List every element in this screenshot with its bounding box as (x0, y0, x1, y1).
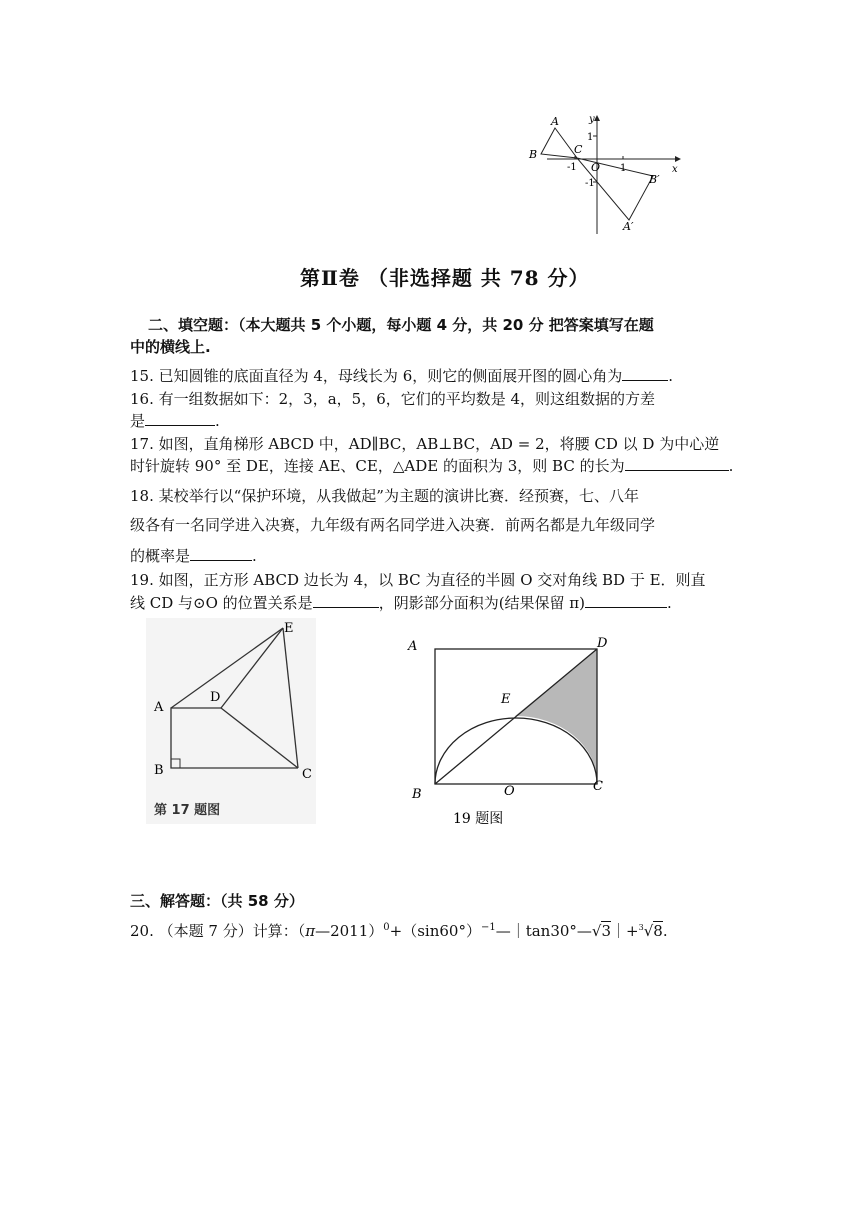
segment-ae (171, 628, 283, 708)
q20-exp-0: 0 (383, 922, 390, 933)
question-17-line1: 17. 如图，直角梯形 ABCD 中，AD∥BC，AB⊥BC，AD = 2，将腰 CD 以 D 为中心逆 (130, 435, 720, 453)
fig17-label-d: D (210, 690, 221, 705)
q15-text: 15. 已知圆锥的底面直径为 4，母线长为 6，则它的侧面展开图的圆心角为 (130, 367, 623, 385)
q20-sqrt3: 3 (601, 922, 612, 940)
fig19-label-c: C (593, 779, 603, 794)
question-16-line2 (130, 411, 220, 431)
q20-exp-neg1: −1 (480, 922, 496, 933)
label-x: x (672, 164, 678, 175)
q20-part-b: +（sin60°） (389, 922, 481, 940)
fig17-caption: 第 17 题图 (154, 803, 221, 818)
q15-end: . (668, 367, 674, 385)
q20-pi: π (305, 922, 316, 940)
question-18-line3 (130, 546, 257, 566)
q16-text2: 是 (130, 412, 146, 430)
q19-answer-blank-2[interactable] (585, 593, 667, 608)
q20-cuberoot-arg: 8 (653, 922, 663, 940)
q19-text2b: ，阴影部分面积为(结果保留 π) (378, 594, 586, 612)
q17-answer-blank[interactable] (625, 456, 729, 471)
question-18-line1: 18. 某校举行以“保护环境，从我做起”为主题的演讲比赛．经预赛，七、八年 (130, 487, 639, 505)
fill-in-heading-line1: 二、填空题：（本大题共 5 个小题，每小题 4 分，共 20 分 把答案填写在题 (148, 316, 654, 334)
sqrt-icon: √ (591, 922, 602, 940)
label-y: y (589, 114, 595, 125)
trapezoid-abcd (171, 708, 298, 768)
q19-text2a: 线 CD 与⊙O 的位置关系是 (130, 594, 313, 612)
fig19-label-o: O (504, 784, 515, 799)
right-angle-mark (171, 759, 180, 768)
triangle-abc (541, 128, 577, 158)
tick-1-x: 1 (620, 163, 627, 174)
segment-ce (283, 628, 298, 768)
question-15 (130, 366, 673, 386)
section-title: 第Ⅱ卷 （非选择题 共 78 分） (300, 266, 590, 290)
q20-cuberoot-index: 3 (638, 923, 644, 932)
question-16-line1: 16. 有一组数据如下：2，3，a，5，6，它们的平均数是 4，则这组数据的方差 (130, 390, 656, 408)
figure-19 (400, 630, 620, 830)
shaded-region (515, 649, 597, 784)
fill-in-heading-line2: 中的横线上. (130, 338, 211, 356)
question-20 (130, 918, 668, 941)
q18-answer-blank[interactable] (190, 546, 252, 561)
label-o: O (591, 161, 601, 174)
fig19-label-d: D (597, 636, 608, 651)
label-c: C (574, 143, 583, 156)
fig17-label-c: C (302, 767, 312, 782)
q15-answer-blank[interactable] (622, 366, 668, 381)
fig19-label-e: E (501, 692, 511, 707)
q20-part-d: ｜+ (611, 922, 639, 940)
label-a-prime: A′ (623, 220, 634, 233)
q19-answer-blank-1[interactable] (313, 593, 379, 608)
q20-part-a: —2011） (315, 922, 384, 940)
fig19-label-b: B (412, 787, 422, 802)
coordinate-figure (525, 112, 685, 237)
x-axis-arrow-icon (675, 156, 681, 162)
q18-end: . (252, 547, 257, 565)
figure-17-svg (146, 618, 316, 824)
fig17-label-e: E (284, 621, 294, 636)
label-b: B (529, 148, 538, 161)
fig19-label-a: A (408, 639, 418, 654)
question-19-line1: 19. 如图，正方形 ABCD 边长为 4，以 BC 为直径的半圆 O 交对角线 BD 于 E．则直 (130, 571, 706, 589)
q17-end: . (728, 457, 734, 475)
q20-prefix: 20. （本题 7 分）计算：（ (130, 922, 306, 940)
tick-neg1-y: -1 (585, 178, 595, 189)
label-a: A (551, 115, 559, 128)
fig17-label-b: B (154, 763, 164, 778)
q20-end: . (662, 922, 668, 940)
segment-de (221, 628, 283, 708)
question-18-line2: 级各有一名同学进入决赛，九年级有两名同学进入决赛．前两名都是九年级同学 (130, 516, 656, 534)
figure-17 (146, 618, 316, 824)
tick-neg1-x: -1 (567, 162, 577, 173)
fig19-caption: 19 题图 (453, 811, 504, 827)
label-b-prime: B′ (649, 173, 660, 186)
y-axis-arrow-icon (594, 115, 600, 121)
cuberoot-icon: √ (643, 922, 654, 940)
tick-1-y: 1 (587, 132, 594, 143)
triangle-apbpc (577, 158, 653, 220)
q17-text2: 时针旋转 90° 至 DE，连接 AE、CE，△ADE 的面积为 3，则 BC 的长为 (130, 457, 625, 475)
q20-part-c: —｜tan30°— (495, 922, 592, 940)
segment-dc (221, 708, 298, 768)
fig17-label-a: A (154, 700, 164, 715)
q19-end: . (667, 594, 672, 612)
q16-end: . (215, 412, 220, 430)
question-17-line2 (130, 456, 733, 476)
question-19-line2 (130, 593, 672, 613)
q16-answer-blank[interactable] (145, 411, 215, 426)
solve-heading: 三、解答题：（共 58 分） (130, 892, 304, 910)
q18-text3: 的概率是 (130, 547, 191, 565)
